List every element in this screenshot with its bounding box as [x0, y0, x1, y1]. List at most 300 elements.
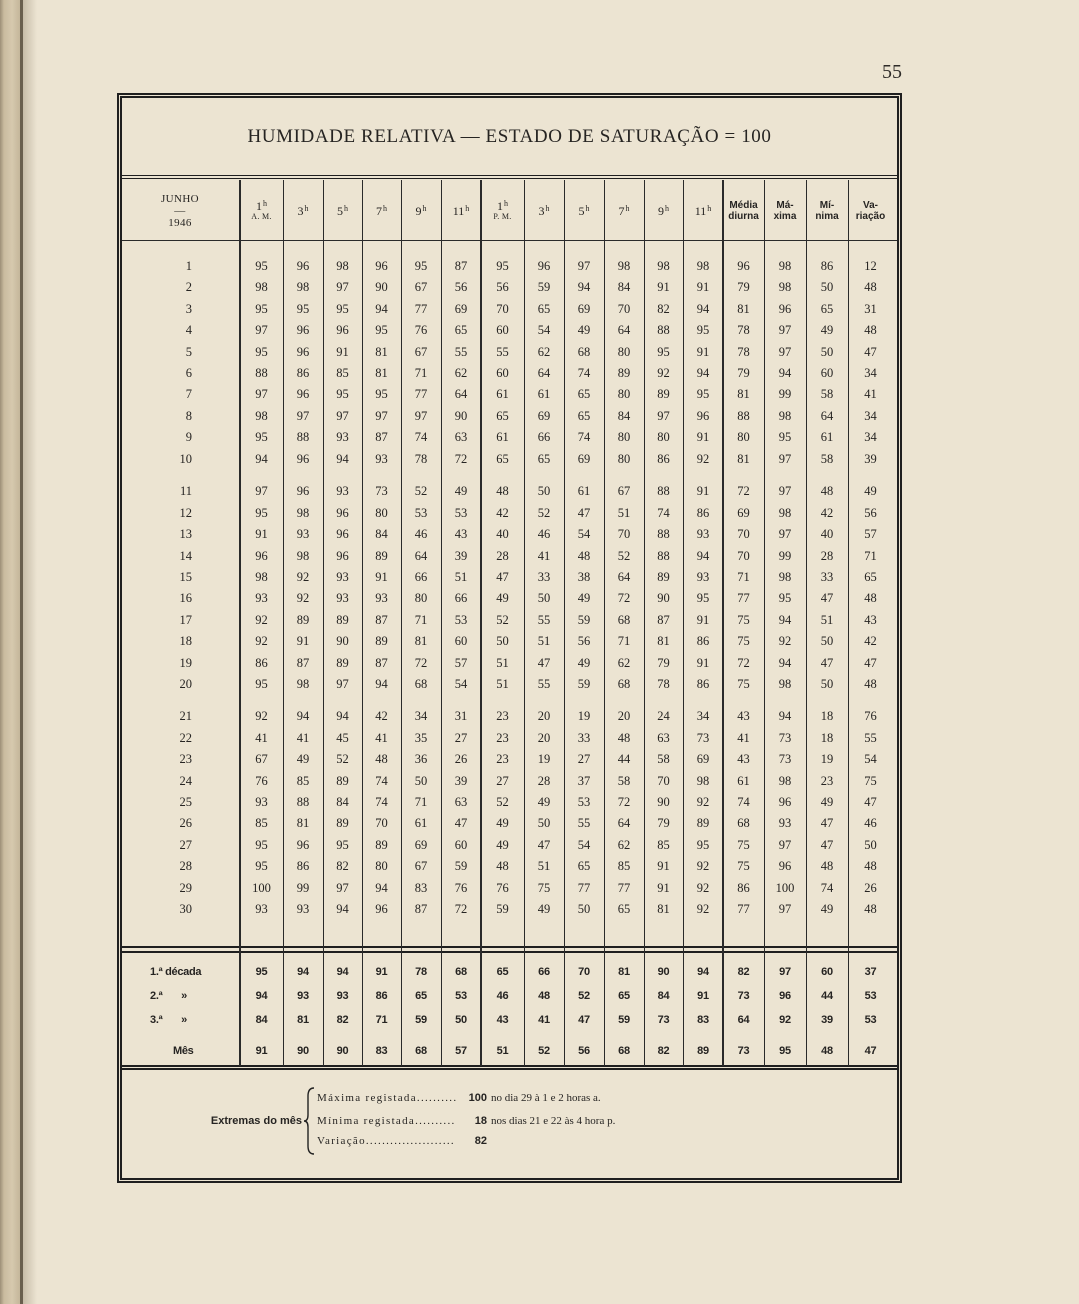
table-cell: 97: [255, 484, 268, 499]
hour-suffix: h: [465, 203, 470, 213]
summary-cell: 53: [864, 990, 877, 1002]
table-cell: 95: [696, 837, 710, 852]
table-cell: 49: [496, 837, 509, 852]
hour-number: 9: [415, 203, 422, 218]
column-header: [604, 181, 644, 240]
table-row: [120, 749, 893, 770]
table-cell: 82: [657, 301, 670, 316]
column-header: [441, 181, 481, 240]
table-cell: 92: [696, 794, 710, 809]
table-cell: 77: [737, 591, 750, 606]
table-cell: 74: [737, 794, 750, 809]
table-cell: 68: [617, 676, 631, 691]
table-cell: 89: [657, 569, 670, 584]
table-cell: 86: [737, 880, 750, 895]
table-cell: 95: [696, 323, 710, 338]
hour-suffix: h: [383, 203, 387, 213]
table-cell: 94: [778, 612, 792, 627]
table-cell: 97: [255, 323, 268, 338]
hour-suffix: h: [625, 203, 630, 213]
hour-suffix: h: [344, 203, 348, 213]
table-cell: 50: [414, 773, 428, 788]
table-cell: 96: [296, 837, 310, 852]
table-cell: 74: [657, 505, 670, 520]
table-cell: 76: [454, 880, 468, 895]
table-cell: 50: [864, 837, 877, 852]
table-cell: 54: [454, 676, 468, 691]
table-cell: 70: [496, 301, 509, 316]
summary-cell: 90: [297, 1045, 309, 1057]
extreme-value: 18: [474, 1115, 487, 1127]
summary-cell: 37: [864, 966, 877, 978]
table-cell: 46: [537, 527, 551, 542]
table-cell: 89: [617, 366, 631, 380]
table-cell: 50: [820, 634, 834, 649]
table-cell: 74: [375, 794, 388, 809]
table-cell: 90: [375, 280, 388, 295]
table-cell: 71: [864, 548, 877, 563]
table-row: [120, 567, 893, 588]
table-cell: 94: [696, 366, 710, 380]
table-cell: 86: [296, 366, 310, 380]
table-cell: 64: [617, 569, 631, 584]
summary-cell: 78: [415, 966, 427, 978]
table-cell: 80: [737, 430, 750, 445]
day-label: 27: [179, 837, 192, 852]
day-label: 9: [185, 430, 192, 445]
summary-cell: 57: [455, 1045, 467, 1057]
table-cell: 59: [537, 280, 551, 295]
summary-cell: 91: [697, 990, 709, 1002]
month-year: 1946: [168, 216, 192, 229]
table-cell: 93: [255, 794, 268, 809]
table-cell: 94: [696, 548, 710, 563]
column-header-hour: [416, 205, 427, 217]
table-row: [120, 256, 893, 277]
table-cell: 69: [414, 837, 428, 852]
table-row: [120, 299, 893, 320]
column-header: [564, 181, 604, 240]
table-cell: 52: [414, 484, 428, 499]
table-cell: 60: [454, 837, 468, 852]
table-cell: 65: [864, 569, 877, 584]
table-cell: 97: [778, 901, 792, 916]
table-cell: 54: [577, 527, 591, 542]
table-cell: 48: [864, 280, 877, 295]
table-cell: 48: [820, 484, 834, 499]
table-cell: 89: [336, 655, 349, 670]
table-cell: 64: [820, 408, 834, 423]
table-cell: 91: [296, 634, 310, 649]
day-label: 7: [185, 387, 192, 402]
table-cell: 91: [696, 344, 710, 359]
table-cell: 91: [696, 430, 710, 445]
summary-label: Mês: [173, 1045, 194, 1057]
table-cell: 48: [375, 752, 388, 767]
table-cell: 96: [296, 323, 310, 338]
day-label: 1: [185, 259, 192, 273]
column-header-period: A. M.: [251, 212, 272, 221]
table-cell: 65: [577, 387, 591, 402]
table-cell: 66: [414, 569, 428, 584]
table-cell: 72: [617, 591, 631, 606]
table-cell: 41: [537, 548, 551, 563]
table-cell: 98: [296, 676, 310, 691]
table-cell: 68: [737, 816, 750, 831]
table-cell: 96: [336, 548, 349, 563]
table-cell: 50: [537, 591, 551, 606]
table-cell: 72: [617, 794, 631, 809]
table-cell: 50: [820, 676, 834, 691]
summary-cell: 52: [578, 990, 590, 1002]
table-cell: 20: [537, 709, 551, 724]
table-cell: 69: [696, 752, 710, 767]
table-cell: 47: [537, 837, 551, 852]
table-cell: 34: [864, 366, 877, 380]
table-cell: 70: [617, 527, 631, 542]
table-cell: 34: [864, 430, 877, 445]
table-cell: 47: [820, 591, 834, 606]
table-cell: 77: [414, 301, 428, 316]
table-cell: 69: [537, 408, 551, 423]
summary-cell: 64: [737, 1014, 750, 1026]
column-header-line: nima: [815, 210, 839, 222]
table-cell: 88: [657, 548, 670, 563]
table-cell: 97: [778, 527, 792, 542]
table-cell: 94: [336, 709, 349, 724]
table-cell: 93: [255, 901, 268, 916]
table-cell: 95: [778, 591, 792, 606]
table-cell: 43: [864, 612, 877, 627]
table-cell: 49: [864, 484, 877, 499]
table-cell: 94: [778, 366, 792, 380]
column-header: [283, 181, 323, 240]
column-header: [481, 181, 524, 240]
table-cell: 38: [577, 569, 591, 584]
table-cell: 58: [820, 451, 834, 466]
table-cell: 64: [454, 387, 468, 402]
table-cell: 75: [737, 634, 750, 649]
table-cell: 52: [537, 505, 551, 520]
summary-cell: 93: [336, 990, 349, 1002]
column-header-hour: [695, 205, 712, 217]
table-cell: 71: [617, 634, 631, 649]
table-cell: 67: [617, 484, 631, 499]
table-cell: 23: [496, 709, 509, 724]
table-cell: 95: [255, 837, 268, 852]
table-cell: 96: [778, 794, 792, 809]
table-cell: 50: [537, 484, 551, 499]
table-cell: 70: [657, 773, 670, 788]
table-cell: 78: [737, 344, 750, 359]
table-cell: 59: [577, 612, 591, 627]
extremes-label: Extremas do mês: [210, 1115, 302, 1127]
hour-suffix: h: [585, 203, 590, 213]
summary-cell: 82: [657, 1045, 670, 1057]
table-cell: 81: [737, 387, 750, 402]
table-cell: 53: [577, 794, 591, 809]
summary-label: 2.ª »: [150, 990, 187, 1002]
table-cell: 23: [496, 730, 509, 745]
summary-cell: 92: [779, 1014, 791, 1026]
table-cell: 31: [864, 301, 877, 316]
table-cell: 89: [336, 612, 349, 627]
hour-suffix: h: [263, 199, 267, 208]
table-cell: 83: [414, 880, 428, 895]
table-cell: 51: [537, 634, 551, 649]
table-cell: 75: [737, 837, 750, 852]
table-cell: 93: [696, 527, 710, 542]
table-cell: 42: [864, 634, 877, 649]
table-cell: 89: [696, 816, 710, 831]
table-cell: 69: [577, 451, 591, 466]
table-cell: 98: [296, 280, 310, 295]
table-cell: 36: [414, 752, 428, 767]
table-cell: 86: [696, 505, 710, 520]
table-cell: 59: [577, 676, 591, 691]
summary-cell: 59: [415, 1014, 427, 1026]
table-cell: 81: [414, 634, 428, 649]
table-row: [120, 856, 893, 877]
table-cell: 89: [657, 387, 670, 402]
hour-suffix: h: [665, 203, 669, 213]
table-cell: 94: [375, 676, 388, 691]
table-cell: 47: [864, 794, 877, 809]
table-cell: 95: [375, 387, 388, 402]
table-cell: 94: [255, 451, 268, 466]
extreme-row-variation: [317, 1134, 677, 1148]
summary-cell: 53: [864, 1014, 877, 1026]
table-cell: 50: [496, 634, 509, 649]
table-cell: 96: [296, 259, 310, 273]
table-cell: 95: [696, 591, 710, 606]
table-cell: 85: [296, 773, 310, 788]
day-label: 20: [179, 676, 192, 691]
summary-row: [120, 1039, 893, 1063]
table-cell: 42: [496, 505, 509, 520]
table-cell: 74: [577, 430, 591, 445]
extreme-name: Mínima registada..........: [317, 1115, 456, 1127]
table-cell: 70: [737, 548, 750, 563]
table-cell: 51: [537, 859, 551, 874]
column-header-line: Má-: [776, 199, 794, 211]
table-cell: 75: [737, 612, 750, 627]
day-label: 17: [179, 612, 192, 627]
table-cell: 55: [864, 730, 877, 745]
table-cell: 44: [617, 752, 631, 767]
table-cell: 52: [617, 548, 631, 563]
table-cell: 65: [496, 451, 509, 466]
table-cell: 91: [255, 527, 268, 542]
table-cell: 95: [414, 259, 428, 273]
table-cell: 93: [336, 484, 349, 499]
summary-cell: 43: [496, 1014, 509, 1026]
table-cell: 92: [696, 859, 710, 874]
table-cell: 95: [255, 301, 268, 316]
table-cell: 66: [454, 591, 468, 606]
table-cell: 75: [864, 773, 877, 788]
table-cell: 49: [820, 901, 834, 916]
table-cell: 95: [296, 301, 310, 316]
column-header-period: P. M.: [493, 212, 512, 221]
table-cell: 76: [255, 773, 268, 788]
table-cell: 48: [617, 730, 631, 745]
table-cell: 95: [778, 430, 792, 445]
table-cell: 86: [696, 634, 710, 649]
table-row: [120, 342, 893, 363]
table-cell: 49: [537, 794, 551, 809]
summary-cell: 90: [336, 1045, 349, 1057]
table-cell: 48: [496, 484, 509, 499]
table-cell: 73: [696, 730, 710, 745]
table-cell: 98: [778, 280, 792, 295]
table-cell: 90: [657, 794, 670, 809]
table-cell: 85: [255, 816, 268, 831]
table-cell: 47: [496, 569, 509, 584]
table-cell: 95: [336, 837, 349, 852]
column-header-hour: [298, 205, 309, 217]
day-label: 11: [179, 484, 192, 499]
extreme-note: no dia 29 à 1 e 2 horas a.: [491, 1092, 601, 1104]
table-cell: 77: [737, 901, 750, 916]
table-cell: 51: [617, 505, 631, 520]
table-cell: 97: [778, 451, 792, 466]
table-cell: 45: [336, 730, 349, 745]
table-cell: 98: [657, 259, 670, 273]
table-cell: 72: [454, 451, 468, 466]
summary-cell: 91: [375, 966, 388, 978]
table-cell: 53: [454, 612, 468, 627]
month-header: [120, 181, 240, 240]
table-cell: 91: [336, 344, 349, 359]
table-cell: 88: [255, 366, 268, 380]
table-cell: 74: [375, 773, 388, 788]
summary-cell: 41: [538, 1014, 550, 1026]
summary-cell: 53: [455, 990, 467, 1002]
table-cell: 59: [454, 859, 468, 874]
table-cell: 89: [375, 837, 388, 852]
table-cell: 97: [778, 837, 792, 852]
day-label: 2: [185, 280, 192, 295]
table-cell: 96: [375, 901, 388, 916]
table-cell: 90: [336, 634, 349, 649]
summary-cell: 51: [496, 1045, 509, 1057]
table-cell: 92: [255, 634, 268, 649]
table-cell: 92: [778, 634, 792, 649]
table-cell: 94: [336, 901, 349, 916]
table-cell: 33: [577, 730, 591, 745]
summary-cell: 65: [415, 990, 427, 1002]
brace-icon: [303, 1087, 315, 1155]
summary-cell: 68: [618, 1045, 630, 1057]
table-cell: 56: [454, 280, 468, 295]
extreme-row-maximum: [317, 1091, 677, 1105]
table-cell: 87: [375, 612, 388, 627]
table-cell: 28: [496, 548, 509, 563]
table-cell: 27: [454, 730, 468, 745]
table-cell: 67: [414, 859, 428, 874]
table-cell: 89: [296, 612, 310, 627]
extreme-row-minimum: [317, 1114, 677, 1128]
table-cell: 93: [375, 591, 388, 606]
table-row: [120, 706, 893, 727]
table-cell: 99: [778, 387, 792, 402]
table-cell: 77: [414, 387, 428, 402]
table-row: [120, 771, 893, 792]
day-label: 10: [179, 451, 192, 466]
summary-cell: 60: [821, 966, 833, 978]
column-header-hour: [337, 205, 348, 217]
table-cell: 96: [778, 301, 792, 316]
table-cell: 90: [657, 591, 670, 606]
table-cell: 98: [778, 505, 792, 520]
column-header: [323, 181, 362, 240]
table-cell: 75: [737, 859, 750, 874]
table-cell: 100: [252, 880, 271, 895]
table-cell: 88: [657, 484, 670, 499]
table-cell: 95: [336, 387, 349, 402]
table-cell: 96: [296, 484, 310, 499]
table-cell: 92: [696, 880, 710, 895]
day-label: 21: [179, 709, 192, 724]
table-cell: 52: [336, 752, 349, 767]
table-cell: 98: [296, 505, 310, 520]
table-cell: 93: [296, 901, 310, 916]
column-header: [683, 181, 723, 240]
table-cell: 88: [657, 323, 670, 338]
table-cell: 79: [657, 816, 670, 831]
day-label: 16: [179, 591, 192, 606]
table-cell: 92: [255, 709, 268, 724]
table-cell: 91: [375, 569, 388, 584]
table-cell: 81: [737, 301, 750, 316]
table-cell: 57: [864, 527, 877, 542]
table-cell: 78: [737, 323, 750, 338]
table-cell: 63: [657, 730, 670, 745]
table-cell: 65: [537, 301, 551, 316]
table-cell: 49: [577, 591, 591, 606]
summary-cell: 70: [578, 966, 590, 978]
table-cell: 33: [537, 569, 551, 584]
table-cell: 69: [737, 505, 750, 520]
table-cell: 54: [864, 752, 877, 767]
table-cell: 67: [414, 344, 428, 359]
column-header: [362, 181, 401, 240]
table-row: [120, 406, 893, 427]
table-row: [120, 277, 893, 298]
table-cell: 59: [496, 901, 509, 916]
table-cell: 60: [496, 323, 509, 338]
table-cell: 97: [577, 259, 591, 273]
table-cell: 85: [336, 366, 349, 380]
summary-cell: 65: [496, 966, 509, 978]
month-name: JUNHO: [160, 192, 200, 205]
table-cell: 27: [496, 773, 509, 788]
column-header: [723, 181, 764, 240]
table-cell: 37: [577, 773, 591, 788]
column-header-line: diurna: [728, 210, 759, 222]
summary-cell: 91: [255, 1045, 268, 1057]
table-title: HUMIDADE RELATIVA — ESTADO DE SATURAÇÃO = 100: [247, 126, 772, 147]
table-cell: 49: [496, 816, 509, 831]
table-cell: 85: [657, 837, 670, 852]
table-cell: 88: [737, 408, 750, 423]
column-header-hour: [619, 205, 630, 217]
table-cell: 60: [820, 366, 834, 380]
summary-cell: 48: [538, 990, 550, 1002]
table-cell: 97: [336, 408, 349, 423]
table-cell: 43: [737, 752, 750, 767]
